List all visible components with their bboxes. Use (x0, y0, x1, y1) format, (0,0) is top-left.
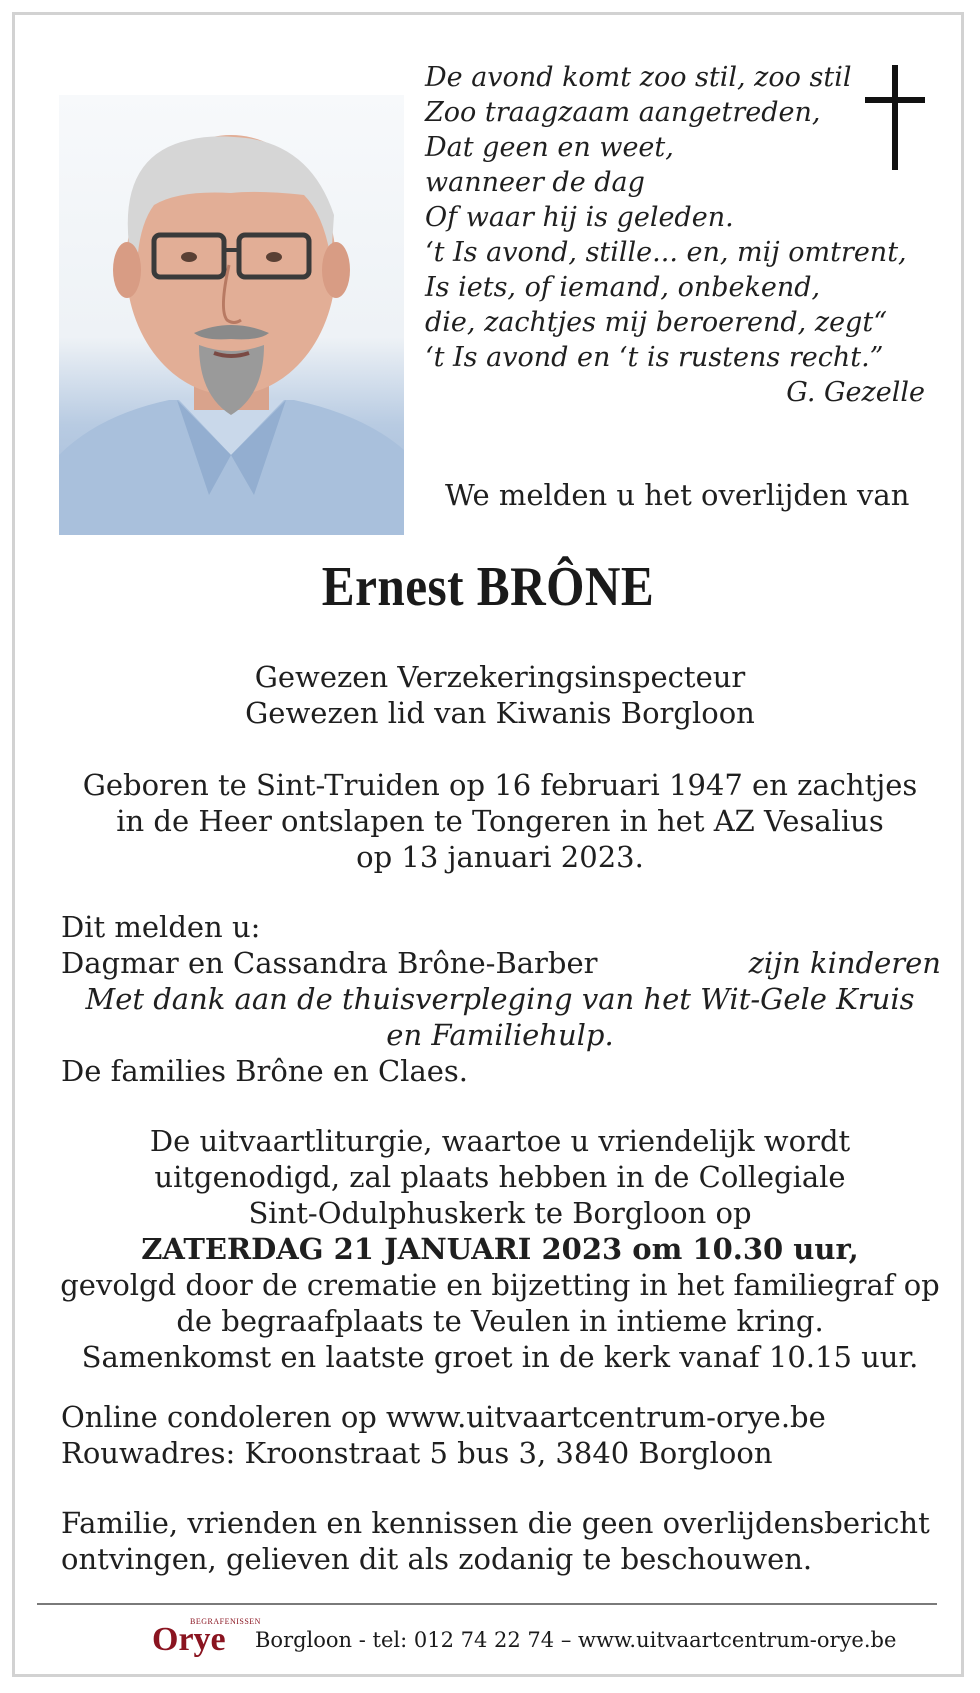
poem-line: De avond komt zoo stil, zoo stil (425, 62, 852, 93)
funeral-line: gevolgd door de crematie en bijzetting in het familiegraf op (60, 1268, 940, 1302)
funeral-line: de begraafplaats te Veulen in intieme kring. (176, 1304, 824, 1338)
birth-death-line: Geboren te Sint-Truiden op 16 februari 1947 en zachtjes (82, 768, 918, 802)
portrait-photo (59, 95, 404, 535)
birth-death-line: in de Heer ontslapen te Tongeren in het AZ Vesalius (116, 804, 884, 838)
poem-line: Is iets, of iemand, onbekend, (425, 272, 821, 303)
poem-line: die, zachtjes mij beroerend, zegt“ (425, 307, 887, 338)
occupations (55, 659, 945, 731)
occupation-line: Gewezen Verzekeringsinspecteur (254, 660, 746, 694)
poem-line: wanneer de dag (425, 167, 645, 198)
poem-author: G. Gezelle (786, 377, 925, 408)
funeral-line: Sint-Odulphuskerk te Borgloon op (248, 1196, 752, 1230)
funeral-home-logo (152, 1617, 261, 1659)
thanks-line: Met dank aan de thuisverpleging van het Wit-Gele Kruis (85, 982, 915, 1016)
thanks-text (55, 981, 945, 1053)
intro-text: We melden u het overlijden van (445, 478, 910, 512)
logo-text: Orye (152, 1621, 226, 1658)
notice-line: Familie, vrienden en kennissen die geen overlijdensbericht (61, 1506, 930, 1540)
poem (425, 60, 935, 410)
funeral-line: De uitvaartliturgie, waartoe u vriendelijk wordt (149, 1124, 851, 1158)
poem-line: Dat geen en weet, (425, 132, 674, 163)
mourners-heading: Dit melden u: (61, 910, 261, 944)
poem-line: ‘t Is avond en ‘t is rustens recht.” (425, 342, 884, 373)
poem-line: Zoo traagzaam aangetreden, (425, 97, 821, 128)
families-line: De families Brône en Claes. (61, 1054, 469, 1088)
logo-tagline: BEGRAFENISSEN (190, 1617, 261, 1626)
funeral-line: uitgenodigd, zal plaats hebben in de Collegiale (154, 1160, 846, 1194)
thanks-line: en Familiehulp. (386, 1018, 614, 1052)
footer (15, 1615, 961, 1665)
funeral-line: Samenkomst en laatste groet in de kerk vanaf 10.15 uur. (81, 1340, 919, 1374)
obituary-card (12, 12, 964, 1677)
birth-death-info (55, 767, 945, 875)
funeral-info (55, 1123, 945, 1375)
deceased-name: Ernest BRÔNE (321, 556, 655, 618)
portrait-illustration (59, 95, 404, 535)
birth-death-line: op 13 januari 2023. (356, 840, 644, 874)
poem-line: Of waar hij is geleden. (425, 202, 734, 233)
footer-info: Borgloon - tel: 012 74 22 74 – www.uitvaartcentrum-orye.be (255, 1628, 897, 1652)
cross-icon (865, 65, 925, 170)
notice-line: ontvingen, gelieven dit als zodanig te beschouwen. (61, 1542, 813, 1576)
footer-divider (37, 1603, 937, 1605)
address-line: Rouwadres: Kroonstraat 5 bus 3, 3840 Borgloon (61, 1436, 773, 1470)
occupation-line: Gewezen lid van Kiwanis Borgloon (245, 696, 755, 730)
notice-text (61, 1505, 941, 1577)
poem-line: ‘t Is avond, stille... en, mij omtrent, (425, 237, 907, 268)
funeral-datetime: ZATERDAG 21 JANUARI 2023 om 10.30 uur, (141, 1232, 859, 1266)
children-row (61, 945, 941, 981)
children-names: Dagmar en Cassandra Brône-Barber (61, 946, 598, 980)
children-role: zijn kinderen (748, 946, 941, 980)
condolences-line: Online condoleren op www.uitvaartcentrum-orye.be (61, 1400, 826, 1434)
contact-info (61, 1399, 941, 1471)
